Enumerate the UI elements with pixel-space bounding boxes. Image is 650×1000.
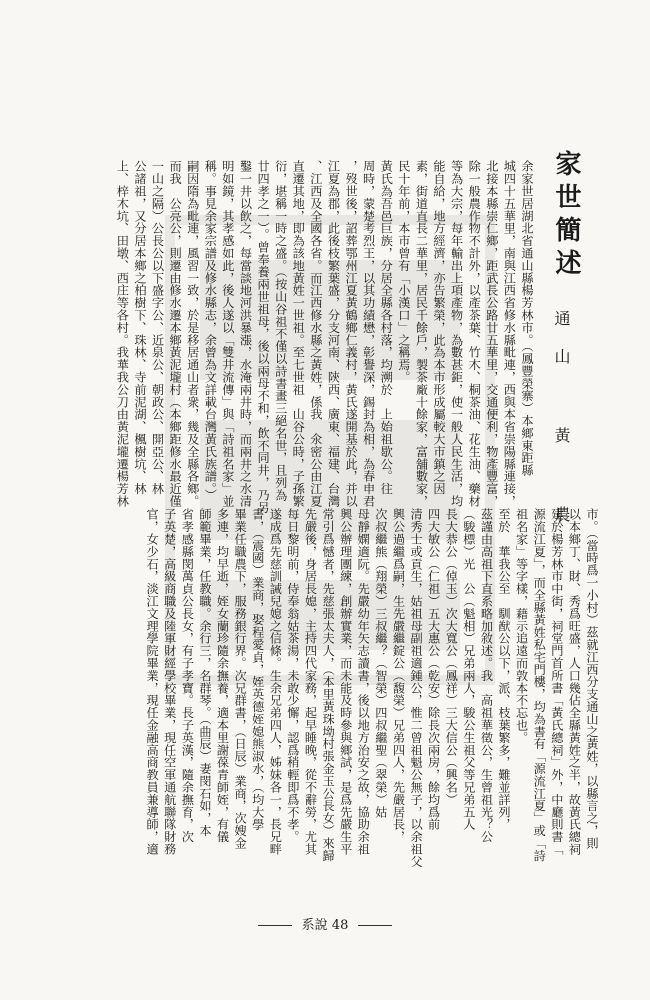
- author-name: 黃 農: [552, 427, 571, 544]
- page-number: 48: [331, 918, 349, 933]
- footer-dash-left: [258, 925, 292, 926]
- footer-dash-right: [358, 925, 392, 926]
- author-place: 通山: [552, 310, 571, 386]
- upper-body-text: 余家世居湖北省通山縣楊芳林市。（鳳豐榮寨）本鄉東距縣 城四十五華里，南與江西省修水縣毗連，西與本省崇陽縣連接， 北接本縣崇仁鄉，距武長公路廿五華里，交通便利，物產豐富， 除一般農作物不計外，以產茶葉、竹木、桐茶油、花生油、藥材 等為大宗，每年輸出上項產物，為數甚鉅，使一般人民生活，均 能自給，地方經濟，亦告繁榮，此為本市形成屬較大市鎮之因 素，街道直長二華里，居民千餘戶，製茶廠十餘家，富舖數家， 民十年前，本市曾有「小漢口」之稱焉。 黃氏為吾邑巨族，分居全縣各村落，均溯於 上始祖歇公。往 周時，蒙楚考烈王，以其功績懋，彰譽深，錫封為相，為春申君 ，歿世後，詔葬鄂州江夏黃鶴鄉仁義村，黃氏遂開基於此，并以 江夏為郡，此後枝繁葉盛，分支河南、陝西、廣東、福建、台灣 、江西及全國各省。而江西修水縣之黃姓，係我 氽密公由江夏 直遷其地，即為該地黃姓一世祖。至七世祖 山谷公時，子孫繁 衍，堪稱一時之盛。（按山谷祖不僅以詩書畫三絕名世，且列為 廿四孝之一）。曾奉養兩世祖母，後以兩母不和，飲不同井，乃另 鑿一井以飲之，每當談地河洪暴漲，水淹兩井時，而兩井之水清 明如鏡，其孝感如此，後人遂以「雙井流傳」與「詩祖名家」並 稱。事見余家宗譜及修水縣志，余曾為文詳載台灣黃氏族譜。） 嗣因隋為毗連，風習一致，於是移居通山者衆，幾及全縣各鄉。 而我 公亮公，則遷由修水遷本鄉黃泥壠村（本鄉距修水最近僅 一山之隔）公長公以下盛字公、近泉公、朝政公、開亞公、林 公諸祖，又分居本鄉之柏樹下、珠林、寺前泥湖、楓樹坑、林 上、梓木坑、田墩、西庄等各村。我華我公刀由黃泥壠遷楊芳林: [115, 160, 534, 514]
- page-footer: [0, 914, 650, 933]
- lower-body-text: 市。（當時爲一小村）茲就江西分支通山之黃姓，以縣言之，則 以本鄉丁、財、秀爲旺盛，人口幾佔全縣黃姓之半，故黃氏總祠 建於楊芳林市中街，祠堂門首所書「黃氏總祠」外，中廳則書「 源流江夏」，而全縣黃姓私宅門樓，均為書有「源流江夏」或「詩 祖名家」等字樣，藉示追遠而敦本不忘也。 至於 華我公至 馴猷公以下，派、枝葉繁多，難並詳列， 茲謹由高祖下直系略加敘述。我 高祖華徵公，生曾祖光？公 （駿標）光 公（魁相）兄弟兩人，駿公生祖父等兄弟五人 長大恭公（倬玉）次大寬公（鳳祥）三大信公（興名） 四大敏公（仁祖）五大惠公（乾安）除長次兩房，餘均爲前 清秀士或貢生，姑祖母副祖適鍾公，惟二曾祖魁公無子，以余祖父 興公過繼爲嗣，生先嚴繼錠公（馥榮）兄弟四人，先嚴居長， 次叔繼熊（翔榮）三叔繼？（智榮）四叔繼聖（翠榮）姑 母靜嫻適阮。先嚴幼年矢志讀書，後以地方治安之故，協助余祖 興公辦理團練，創辦實業，而未能及時參與鄉試，是爲先嚴生平 常引爲憾者，先慈張太夫人，（本里黃珠坳村張金玉公長女）來歸 先嚴後，身居長媳，主持四代家務，起早睡晚，從不辭勞，尤其 每日黎明前，侍奉翁姑茶湯，未敢少懈，認爲稍輕即爲不孝。 遂成爲先慈訓誡兒媳之信條。生余兄弟四人，姊妹各一，長兄畔 書，（震國）業商，娶程愛貞，姪英德姪媳熊淑水，（均大學 畢業任職農下，服務銀行界。次兄群書，（日辰）業商，次嫂金 多連，均早逝，姪女蘭珍隨余撫養，適本里謝葆青師姪，有儀 師範畢業，任教職。余行三，名群琴。（曲辰）妻閔石如，本 省孝感縣閔萬貞公長女，有子孝寶。長子英漢，隨余撫育，次 子英楚，高級商職及陸軍財經學校畢業，現任空軍通航聯隊財務 官，女少石，淡江文理學院畢業，現任金融高商教員兼導師，適: [145, 508, 599, 868]
- footer-label: 系說: [301, 918, 328, 933]
- article-title: 家世簡述: [551, 150, 581, 282]
